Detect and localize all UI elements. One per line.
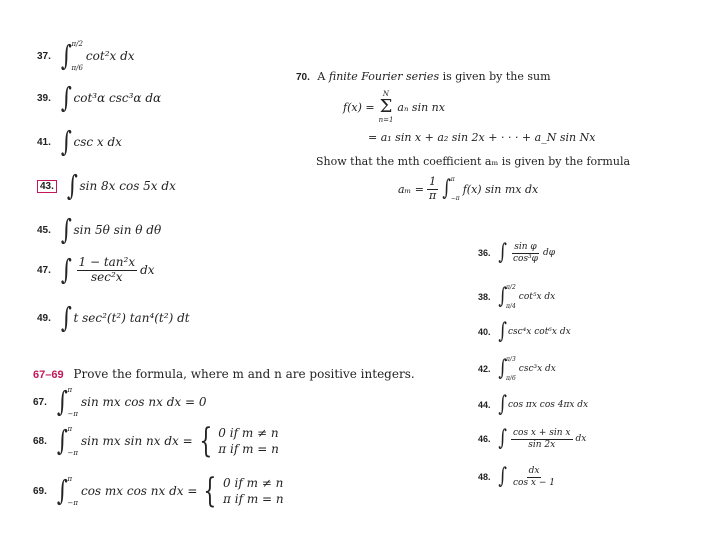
- differential: dx: [140, 263, 155, 278]
- integral-sign: ∫: [497, 284, 507, 309]
- problem-49: [37, 301, 190, 334]
- problem-number: 42.: [478, 364, 491, 374]
- integral-sign: ∫: [497, 464, 507, 489]
- cases: [218, 425, 279, 457]
- problem-number: 46.: [478, 434, 491, 444]
- integral-sign: ∫: [497, 319, 507, 344]
- denominator: sec²x: [91, 269, 123, 284]
- intro-text-a: A: [317, 70, 329, 83]
- problem-67: [33, 386, 206, 418]
- sum-lhs: f(x) =: [343, 100, 375, 114]
- section-instruction: Prove the formula, where m and n are positive integers.: [73, 367, 415, 381]
- integral-sign: ∫: [497, 240, 507, 265]
- integrand: sin mx sin nx dx =: [80, 434, 193, 448]
- summation: [379, 90, 394, 124]
- integral-sign: ∫: [56, 474, 68, 507]
- coefficient-rhs: f(x) sin mx dx: [462, 182, 539, 196]
- integral-sign: ∫: [60, 213, 72, 246]
- integrand: cot²x dx: [85, 49, 135, 63]
- integral-limits: [506, 356, 516, 382]
- upper-limit: π: [67, 386, 73, 394]
- integral-sign: ∫: [60, 39, 72, 72]
- lower-limit: π/6: [71, 64, 83, 72]
- fourier-intro: [296, 70, 551, 83]
- integral-sign: ∫: [60, 81, 72, 114]
- integral-limits: [451, 176, 460, 202]
- problem-number: 39.: [37, 92, 51, 104]
- problem-number: 67.: [33, 396, 47, 408]
- numerator: 1: [429, 175, 437, 188]
- problem-44: [478, 394, 588, 416]
- integral-sign: ∫: [56, 424, 68, 457]
- upper-limit: π: [67, 475, 73, 483]
- denominator: cos x − 1: [512, 477, 555, 488]
- integrand: csc⁴x cot⁶x dx: [507, 327, 571, 337]
- problem-36: [478, 242, 555, 264]
- fourier-coefficient-formula: [398, 176, 538, 202]
- sigma-icon: Σ: [379, 96, 393, 117]
- integral-limits: [68, 475, 78, 507]
- fraction: [511, 428, 573, 450]
- integral-sign: ∫: [442, 176, 452, 202]
- problem-number: 48.: [478, 472, 491, 482]
- problem-number: 40.: [478, 327, 491, 337]
- integrand: cot⁵x dx: [518, 292, 556, 302]
- lower-limit: −π: [67, 449, 78, 457]
- problem-number: 70.: [296, 72, 310, 83]
- problem-69: [33, 471, 284, 511]
- sigma-lower: n=1: [378, 116, 394, 124]
- problem-45: [37, 213, 162, 246]
- integral-limits: [68, 425, 78, 457]
- lower-limit: −π: [450, 195, 460, 203]
- integrand: cot³α csc³α dα: [73, 91, 162, 105]
- integral-sign: ∫: [497, 356, 507, 381]
- differential: dx: [575, 434, 587, 444]
- integrand: cos mx cos nx dx =: [80, 484, 198, 498]
- problem-47: [37, 253, 155, 287]
- numerator: 1 − tan²x: [78, 255, 136, 269]
- lower-limit: −π: [67, 410, 78, 418]
- upper-limit: π: [450, 176, 455, 184]
- numerator: dx: [528, 466, 540, 477]
- numerator: cos x + sin x: [512, 428, 571, 439]
- sum-term: aₙ sin nx: [397, 100, 445, 114]
- fraction: [511, 242, 540, 264]
- problem-46: [478, 428, 586, 450]
- integrand: csc³x dx: [518, 364, 556, 374]
- cases: [223, 475, 284, 507]
- problem-39: [37, 81, 162, 114]
- problem-number: 38.: [478, 292, 491, 302]
- intro-emphasis: finite Fourier series: [328, 70, 440, 83]
- integrand: cos πx cos 4πx dx: [507, 400, 589, 410]
- problem-number: 69.: [33, 485, 47, 497]
- instruction-text: Show that the mth coefficient aₘ is given by the formula: [316, 155, 631, 168]
- section-range: 67–69: [33, 369, 64, 381]
- problem-number: 49.: [37, 312, 51, 324]
- fraction: [427, 176, 438, 202]
- integral-sign: ∫: [60, 253, 72, 287]
- fraction: [511, 466, 557, 488]
- fraction: [77, 256, 138, 285]
- problem-37: [37, 40, 135, 72]
- problem-number: 47.: [37, 264, 51, 276]
- case-one: 0 if m ≠ n: [223, 475, 284, 490]
- fourier-instruction: [316, 155, 630, 168]
- integral-sign: ∫: [497, 426, 507, 451]
- integral-sign: ∫: [497, 392, 507, 417]
- denominator: sin 2x: [528, 439, 556, 450]
- problem-number: 41.: [37, 136, 51, 148]
- integrand: t sec²(t²) tan⁴(t²) dt: [73, 311, 190, 325]
- lower-limit: −π: [67, 499, 78, 507]
- integrand: sin 8x cos 5x dx: [79, 179, 176, 193]
- section-heading: [33, 367, 415, 381]
- expansion-text: = a₁ sin x + a₂ sin 2x + · · · + a_N sin Nx: [368, 131, 596, 144]
- integral-sign: ∫: [66, 169, 78, 202]
- problem-number: 37.: [37, 50, 51, 62]
- case-two: π if m = n: [218, 442, 279, 456]
- upper-limit: π/2: [505, 284, 516, 291]
- upper-limit: π/3: [505, 356, 516, 363]
- integral-sign: ∫: [60, 125, 72, 158]
- sigma-upper: N: [382, 90, 390, 98]
- integral-sign: ∫: [60, 301, 72, 334]
- problem-68: [33, 421, 279, 461]
- problem-number: 45.: [37, 224, 51, 236]
- problem-41: [37, 125, 122, 158]
- case-one: 0 if m ≠ n: [218, 425, 279, 440]
- differential: dφ: [542, 248, 556, 258]
- integral-limits: [506, 284, 516, 310]
- integral-sign: ∫: [56, 385, 68, 418]
- case-two: π if m = n: [223, 492, 284, 506]
- problem-number: 36.: [478, 248, 491, 258]
- integral-limits: [72, 40, 83, 72]
- upper-limit: π: [67, 425, 73, 433]
- left-brace: {: [198, 421, 212, 461]
- denominator: cos³φ: [512, 253, 538, 264]
- intro-text-b: is given by the sum: [439, 70, 551, 83]
- integrand: sin 5θ sin θ dθ: [73, 223, 162, 237]
- denominator: π: [429, 188, 437, 202]
- fourier-sum: [343, 90, 445, 124]
- coefficient-lhs: aₘ =: [398, 182, 425, 196]
- lower-limit: π/4: [505, 303, 516, 310]
- upper-limit: π/2: [71, 40, 83, 48]
- problem-38: [478, 284, 555, 310]
- problem-42: [478, 356, 556, 382]
- integrand: sin mx cos nx dx = 0: [80, 395, 207, 409]
- problem-number-highlighted: 43.: [37, 180, 57, 193]
- fourier-expansion: [368, 131, 595, 144]
- problem-48: [478, 466, 560, 488]
- numerator: sin φ: [514, 242, 537, 253]
- integral-limits: [68, 386, 78, 418]
- problem-number: 44.: [478, 400, 491, 410]
- integrand: csc x dx: [73, 135, 122, 149]
- problem-number: 68.: [33, 435, 47, 447]
- problem-43: [37, 169, 176, 202]
- left-brace: {: [203, 471, 217, 511]
- lower-limit: π/6: [505, 375, 516, 382]
- problem-40: [478, 321, 571, 343]
